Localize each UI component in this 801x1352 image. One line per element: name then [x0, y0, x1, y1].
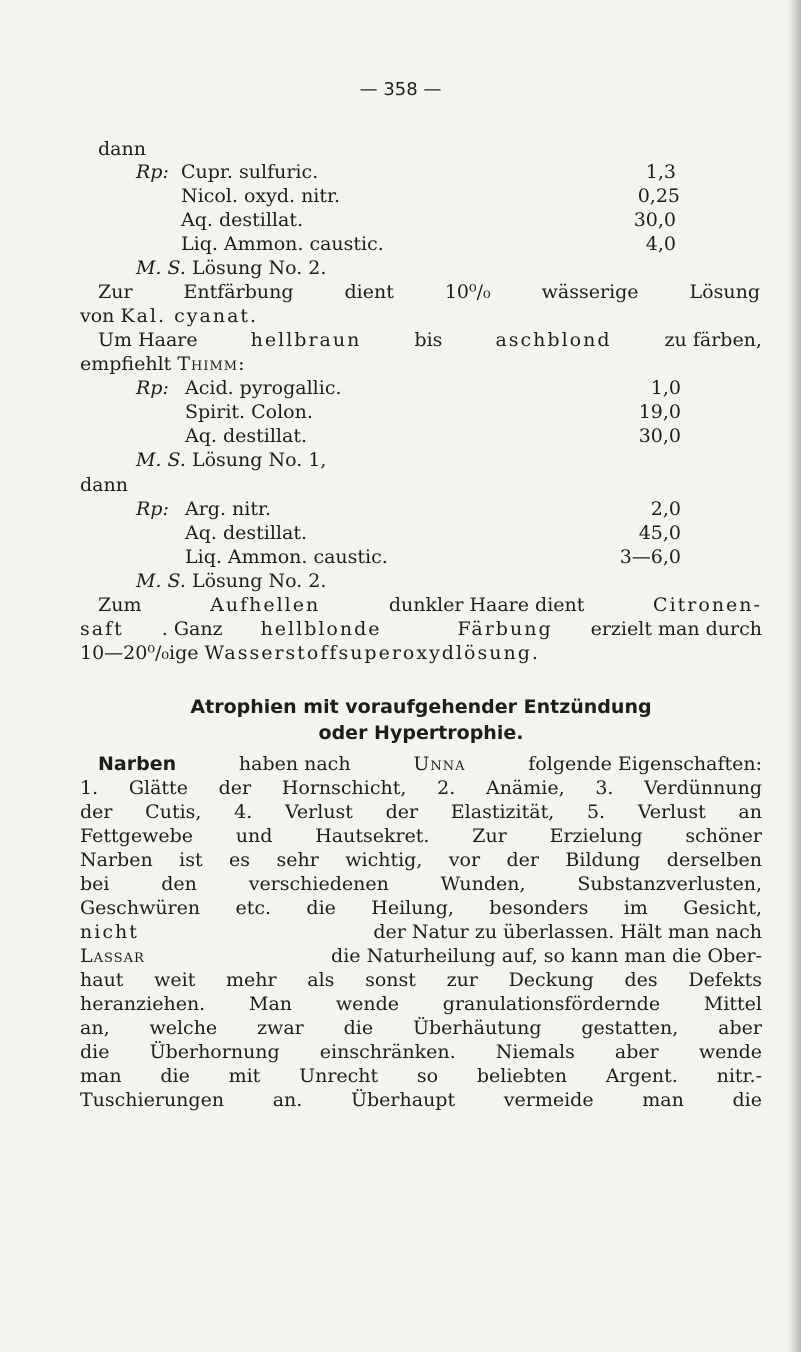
- emphasis-narben: Narben: [98, 753, 177, 775]
- recipe-1-label: Rp:: [136, 161, 169, 183]
- recipe-1-row-1-name: Cupr. sulfuric.: [181, 161, 319, 183]
- text-line-kal-cyanat: [80, 304, 258, 328]
- recipe-2-ms: [136, 448, 326, 472]
- recipe-1-row-3-amount: 30,0: [633, 209, 676, 231]
- text-span: bis: [414, 329, 443, 351]
- recipe-2-row-1-name: Acid. pyrogallic.: [185, 377, 342, 399]
- recipe-3-label: Rp:: [136, 498, 169, 520]
- section-line-1: [98, 752, 762, 776]
- section-line-13: die Überhornung einschränken. Niemals aber wende: [80, 1041, 762, 1063]
- section-line-10: haut weit mehr als sonst zur Deckung des Defekts: [80, 969, 762, 991]
- recipe-2-ms-label: M. S.: [136, 449, 186, 471]
- text-span: :: [238, 353, 245, 375]
- page-edge-shadow: [787, 0, 801, 1352]
- recipe-2-label: Rp:: [136, 377, 169, 399]
- text-line-hellblonde: [80, 617, 762, 641]
- section-line-4: Fettgewebe und Hautsekret. Zur Erzielung schöner: [80, 825, 762, 847]
- recipe-3-row-1-name: Arg. nitr.: [185, 498, 272, 520]
- text-dann: dann: [98, 138, 146, 160]
- text-span: . Ganz: [161, 618, 223, 640]
- recipe-2-row-3-amount: 30,0: [638, 425, 681, 447]
- recipe-1-ms: [136, 256, 326, 280]
- section-line-3: der Cutis, 4. Verlust der Elastizität, 5. Verlust an: [80, 801, 762, 823]
- text-span: die Naturheilung auf, so kann man die Ober-: [331, 945, 762, 967]
- section-line-12: an, welche zwar die Überhäutung gestatten, aber: [80, 1017, 762, 1039]
- recipe-3-row-2-name: Aq. destillat.: [185, 522, 307, 544]
- text-span: der Natur zu überlassen. Hält man nach: [373, 921, 762, 943]
- text-span: 10—20⁰/₀ige: [80, 642, 205, 664]
- recipe-2-row-2-amount: 19,0: [638, 401, 681, 423]
- text-span: folgende Eigenschaften:: [528, 753, 762, 775]
- recipe-2-ms-text: Lösung No. 1,: [191, 449, 327, 471]
- emphasis-saft: saft: [80, 618, 124, 640]
- text-span: dunkler Haare dient: [388, 594, 585, 616]
- emphasis-aschblond: aschblond: [495, 329, 612, 351]
- text-line-thimm: [80, 352, 245, 376]
- emphasis-hellbraun: hellbraun: [250, 329, 362, 351]
- section-line-7: Geschwüren etc. die Heilung, besonders im Gesicht,: [80, 897, 762, 919]
- recipe-1-ms-label: M. S.: [136, 257, 186, 279]
- recipe-1-row-3-name: Aq. destillat.: [181, 209, 303, 231]
- text-line-entfaerbung: Zur Entfärbung dient 10⁰/₀ wässerige Lösung: [98, 281, 760, 303]
- emphasis-faerbung: Färbung: [457, 618, 553, 640]
- recipe-3-ms: [136, 569, 326, 593]
- text-span: Um Haare: [98, 329, 198, 351]
- emphasis-wasserstoff: Wasserstoffsuperoxydlösung: [204, 642, 532, 664]
- text-span: erzielt man durch: [590, 618, 762, 640]
- recipe-1-row-4-amount: 4,0: [645, 233, 676, 255]
- emphasis-kal-cyanat: Kal. cyanat.: [120, 305, 259, 327]
- section-heading-line-2: oder Hypertrophie.: [318, 722, 524, 744]
- section-line-5: Narben ist es sehr wichtig, vor der Bildung derselben: [80, 849, 762, 871]
- author-lassar: Lassar: [80, 945, 145, 967]
- section-line-9: [80, 944, 762, 968]
- section-line-15: Tuschierungen an. Überhaupt vermeide man die: [80, 1089, 762, 1111]
- author-unna: Unna: [413, 753, 466, 775]
- recipe-3-row-3-name: Liq. Ammon. caustic.: [185, 546, 388, 568]
- text-line-aufhellen: [98, 593, 762, 617]
- recipe-3-row-2-amount: 45,0: [638, 522, 681, 544]
- text-span: Zum: [98, 594, 142, 616]
- recipe-1-row-2-amount: 0,25: [637, 185, 680, 207]
- recipe-1-row-4-name: Liq. Ammon. caustic.: [181, 233, 384, 255]
- page-number: — 358 —: [359, 79, 442, 100]
- emphasis-citronen: Citronen-: [653, 594, 762, 616]
- section-line-8: [80, 920, 762, 944]
- section-line-14: man die mit Unrecht so beliebten Argent. nitr.-: [80, 1065, 762, 1087]
- section-line-11: heranziehen. Man wende granulationsfördernde Mittel: [80, 993, 762, 1015]
- text-span: von: [80, 305, 121, 327]
- recipe-3-ms-label: M. S.: [136, 570, 186, 592]
- text-span: haben nach: [238, 753, 351, 775]
- section-line-2: 1. Glätte der Hornschicht, 2. Anämie, 3. Verdünnung: [80, 777, 762, 799]
- recipe-3-row-1-amount: 2,0: [650, 498, 681, 520]
- text-span: empfiehlt: [80, 353, 178, 375]
- emphasis-aufhellen: Aufhellen: [210, 594, 321, 616]
- recipe-1-row-1-amount: 1,3: [645, 161, 676, 183]
- text-dann-2: dann: [80, 474, 128, 496]
- recipe-3-row-3-amount: 3—6,0: [619, 546, 681, 568]
- recipe-2-row-1-amount: 1,0: [650, 377, 681, 399]
- text-span: .: [531, 642, 538, 664]
- text-span: zu färben,: [664, 329, 762, 351]
- author-thimm: Thimm: [177, 353, 239, 375]
- section-heading-line-1: Atrophien mit voraufgehender Entzündung: [190, 696, 652, 718]
- recipe-1-ms-text: Lösung No. 2.: [191, 257, 327, 279]
- recipe-3-ms-text: Lösung No. 2.: [191, 570, 327, 592]
- recipe-2-row-3-name: Aq. destillat.: [185, 425, 307, 447]
- emphasis-nicht: nicht: [80, 921, 139, 943]
- recipe-2-row-2-name: Spirit. Colon.: [185, 401, 313, 423]
- text-line-wasserstoff: [80, 641, 538, 665]
- section-line-6: bei den verschiedenen Wunden, Substanzverlusten,: [80, 873, 762, 895]
- emphasis-hellblonde: hellblonde: [260, 618, 382, 640]
- recipe-1-row-2-name: Nicol. oxyd. nitr.: [181, 185, 341, 207]
- text-line-haare: [98, 328, 762, 352]
